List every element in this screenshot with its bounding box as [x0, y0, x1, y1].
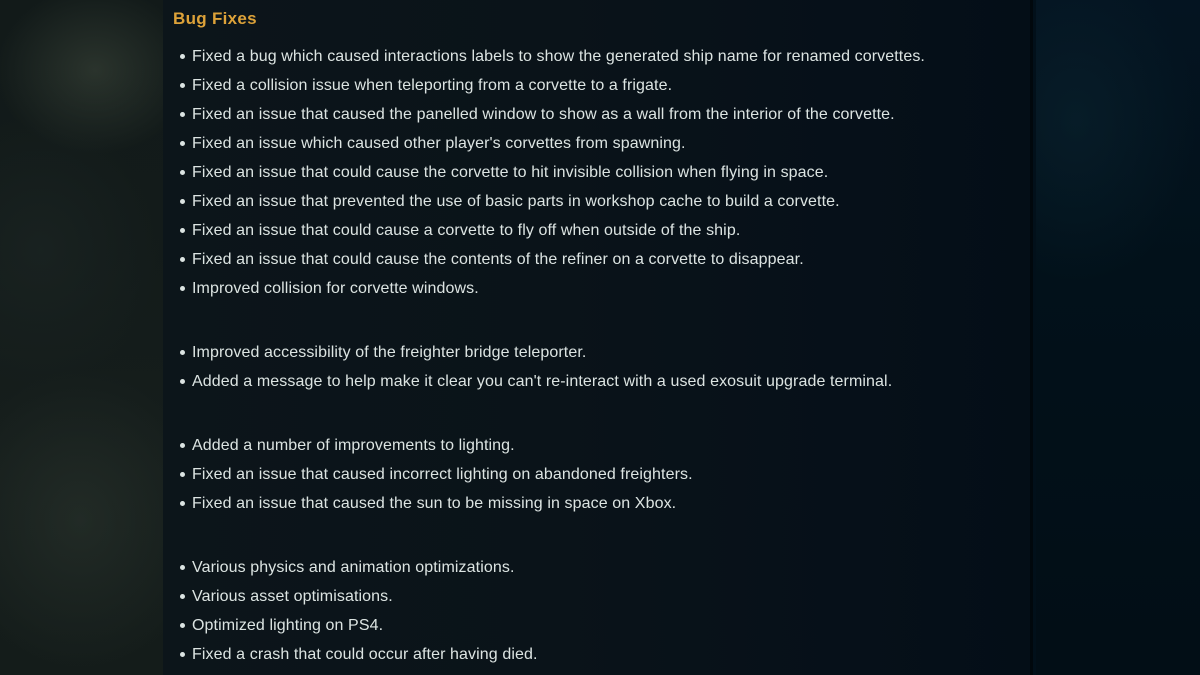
bullet-icon	[180, 652, 185, 657]
bullet-icon	[180, 501, 185, 506]
bullet-item	[173, 245, 1030, 274]
bullet-item	[173, 216, 1030, 245]
bullet-icon	[180, 257, 185, 262]
bullet-icon	[180, 379, 185, 384]
bullet-text: Fixed an issue that could cause a corvette to fly off when outside of the ship.	[192, 222, 741, 239]
bullet-icon	[180, 623, 185, 628]
bullet-icon	[180, 594, 185, 599]
bullet-item	[173, 129, 1030, 158]
bullet-group	[173, 338, 1030, 396]
bullet-icon	[180, 170, 185, 175]
bullet-text: Fixed a crash that could occur after having died.	[192, 646, 538, 663]
bullet-text: Fixed an issue that prevented the use of basic parts in workshop cache to build a corvette.	[192, 193, 840, 210]
bullet-text: Added a number of improvements to lighting.	[192, 437, 515, 454]
bullet-text: Fixed an issue which caused other player's corvettes from spawning.	[192, 135, 686, 152]
bullet-icon	[180, 83, 185, 88]
bullet-item	[173, 640, 1030, 669]
bullet-icon	[180, 199, 185, 204]
bullet-text: Fixed an issue that caused incorrect lighting on abandoned freighters.	[192, 466, 693, 483]
bullet-item	[173, 553, 1030, 582]
bullet-text: Fixed an issue that could cause the contents of the refiner on a corvette to disappear.	[192, 251, 804, 268]
right-background-blur	[1036, 0, 1200, 675]
bullet-group	[173, 553, 1030, 669]
bullet-text: Various physics and animation optimizations.	[192, 559, 515, 576]
bullet-icon	[180, 350, 185, 355]
bullet-icon	[180, 112, 185, 117]
bullet-item	[173, 611, 1030, 640]
bullet-icon	[180, 228, 185, 233]
bullet-item	[173, 367, 1030, 396]
bullet-text: Improved accessibility of the freighter bridge teleporter.	[192, 344, 587, 361]
left-background-blur	[0, 0, 164, 675]
bullet-item	[173, 460, 1030, 489]
bullet-item	[173, 71, 1030, 100]
bullet-item	[173, 489, 1030, 518]
bullet-item	[173, 431, 1030, 460]
bullet-text: Fixed an issue that could cause the corvette to hit invisible collision when flying in space.	[192, 164, 829, 181]
bullet-item	[173, 338, 1030, 367]
bullet-item	[173, 100, 1030, 129]
bullet-item	[173, 274, 1030, 303]
bullet-text: Fixed an issue that caused the sun to be missing in space on Xbox.	[192, 495, 677, 512]
bullet-icon	[180, 286, 185, 291]
bullet-item	[173, 582, 1030, 611]
bullet-icon	[180, 472, 185, 477]
bullet-group	[173, 431, 1030, 518]
bullet-text: Optimized lighting on PS4.	[192, 617, 384, 634]
bullet-item	[173, 187, 1030, 216]
bullet-text: Fixed a collision issue when teleporting from a corvette to a frigate.	[192, 77, 673, 94]
bullet-icon	[180, 54, 185, 59]
bullet-item	[173, 42, 1030, 71]
bullet-text: Fixed an issue that caused the panelled window to show as a wall from the interior of the corvette.	[192, 106, 895, 123]
bullet-text: Fixed a bug which caused interactions labels to show the generated ship name for renamed corvettes.	[192, 48, 925, 65]
bullet-icon	[180, 141, 185, 146]
bullet-group	[173, 42, 1030, 303]
bullet-icon	[180, 565, 185, 570]
patch-notes-panel	[163, 0, 1033, 675]
bullet-icon	[180, 443, 185, 448]
bullet-text: Improved collision for corvette windows.	[192, 280, 479, 297]
bullet-text: Added a message to help make it clear you can't re-interact with a used exosuit upgrade terminal.	[192, 373, 893, 390]
section-heading: Bug Fixes	[173, 9, 257, 28]
bullet-groups	[173, 42, 1030, 669]
bullet-item	[173, 158, 1030, 187]
bullet-text: Various asset optimisations.	[192, 588, 393, 605]
